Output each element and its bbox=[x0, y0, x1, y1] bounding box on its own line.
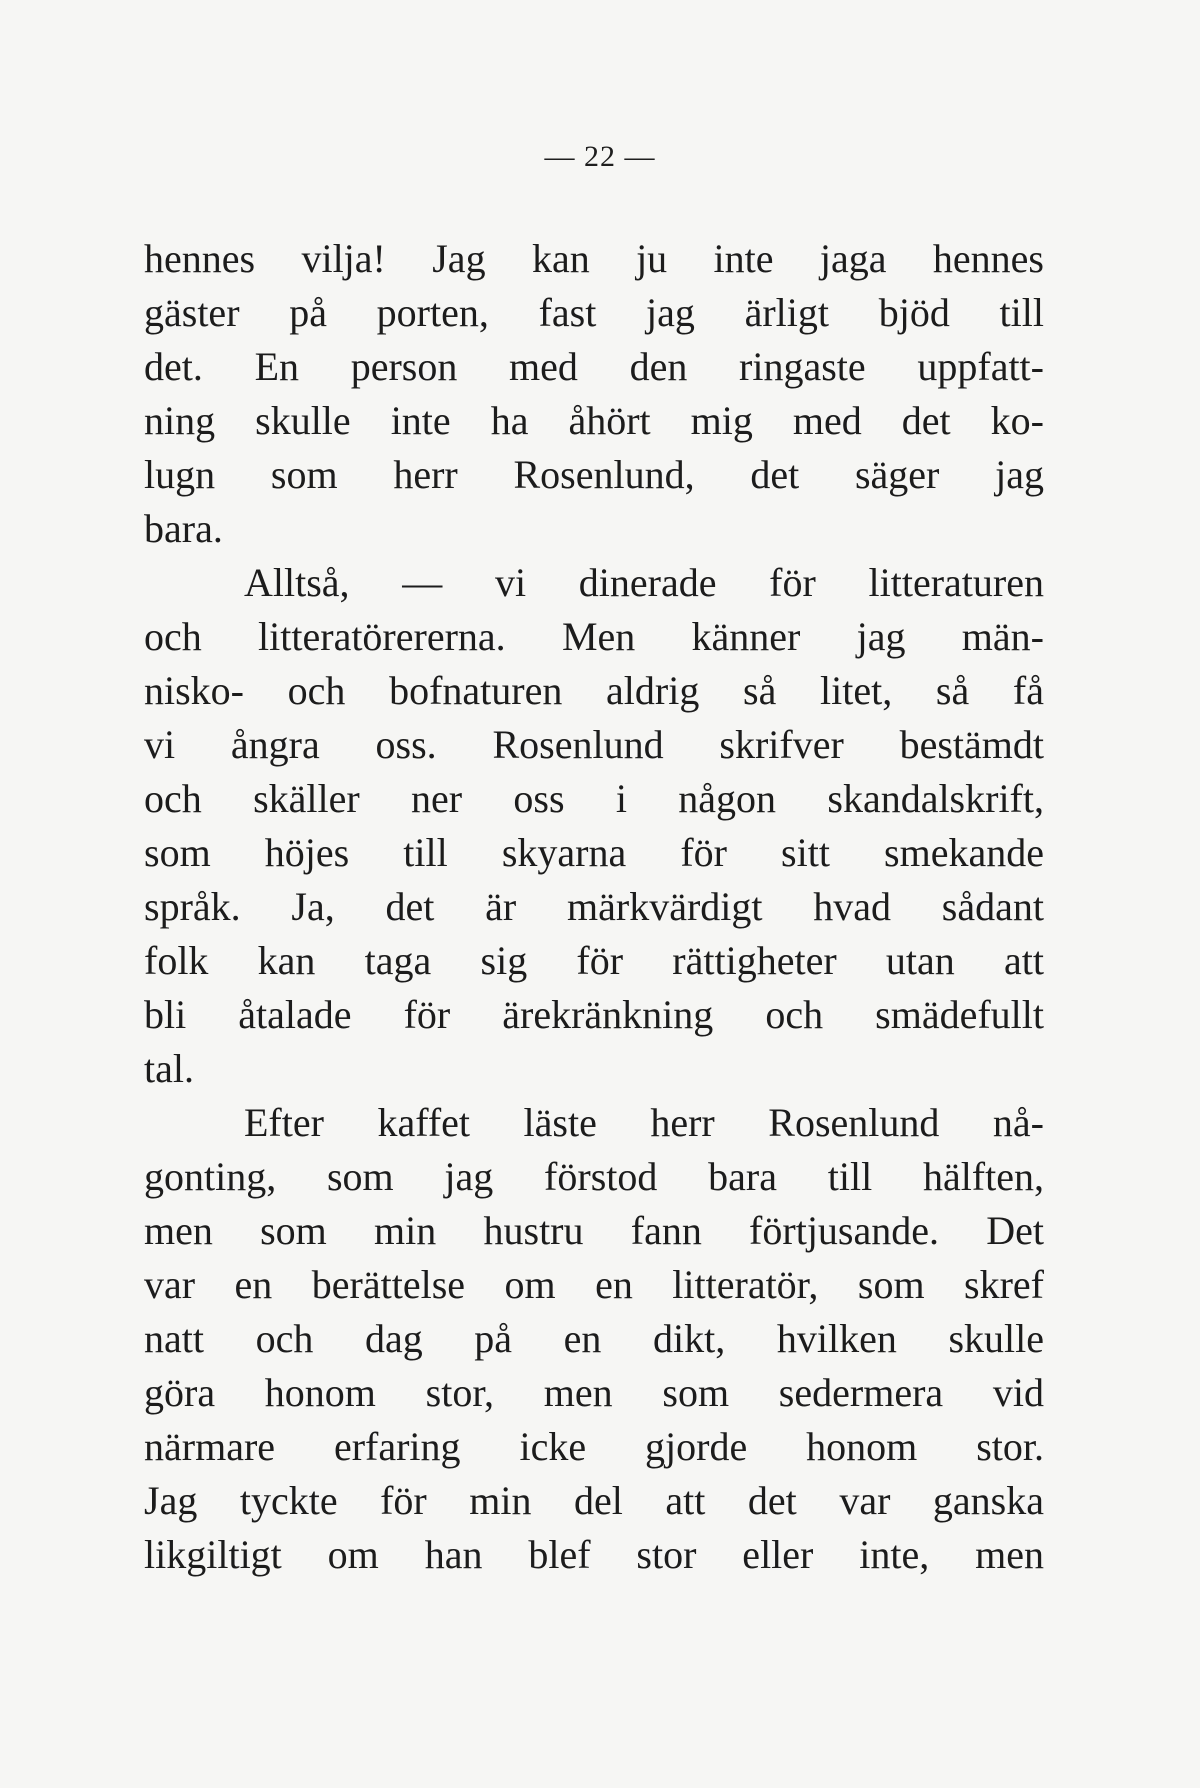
text-line: Jag tyckte för min del att det var ganska bbox=[144, 1478, 1044, 1523]
body-text bbox=[144, 232, 1044, 1582]
text-line: ning skulle inte ha åhört mig med det ko- bbox=[144, 398, 1044, 443]
text-line: göra honom stor, men som sedermera vid bbox=[144, 1370, 1044, 1415]
text-line: gäster på porten, fast jag ärligt bjöd till bbox=[144, 290, 1044, 335]
text-line: hennes vilja! Jag kan ju inte jaga hennes bbox=[144, 236, 1044, 281]
text-line: tal. bbox=[144, 1046, 194, 1091]
text-line: var en berättelse om en litteratör, som skref bbox=[144, 1262, 1044, 1307]
text-line: Alltså, — vi dinerade för litteraturen bbox=[244, 560, 1044, 605]
text-line: och skäller ner oss i någon skandalskrift, bbox=[144, 776, 1044, 821]
text-line: bli åtalade för ärekränkning och smädefullt bbox=[144, 992, 1044, 1037]
text-line: likgiltigt om han blef stor eller inte, men bbox=[144, 1532, 1044, 1577]
text-line: nisko- och bofnaturen aldrig så litet, så få bbox=[144, 668, 1044, 713]
text-line: närmare erfaring icke gjorde honom stor. bbox=[144, 1424, 1044, 1469]
text-line: natt och dag på en dikt, hvilken skulle bbox=[144, 1316, 1044, 1361]
text-line: och litteratörererna. Men känner jag män- bbox=[144, 614, 1044, 659]
text-line: det. En person med den ringaste uppfatt- bbox=[144, 344, 1044, 389]
text-line: Efter kaffet läste herr Rosenlund nå- bbox=[244, 1100, 1044, 1145]
text-line: folk kan taga sig för rättigheter utan att bbox=[144, 938, 1044, 983]
text-line: gonting, som jag förstod bara till hälften, bbox=[144, 1154, 1044, 1199]
page-number: — 22 — bbox=[544, 140, 656, 173]
text-line: lugn som herr Rosenlund, det säger jag bbox=[144, 452, 1044, 497]
text-line: men som min hustru fann förtjusande. Det bbox=[144, 1208, 1044, 1253]
text-line: bara. bbox=[144, 506, 223, 551]
text-line: språk. Ja, det är märkvärdigt hvad sådant bbox=[144, 884, 1044, 929]
text-line: vi ångra oss. Rosenlund skrifver bestämdt bbox=[144, 722, 1044, 767]
text-line: som höjes till skyarna för sitt smekande bbox=[144, 830, 1044, 875]
